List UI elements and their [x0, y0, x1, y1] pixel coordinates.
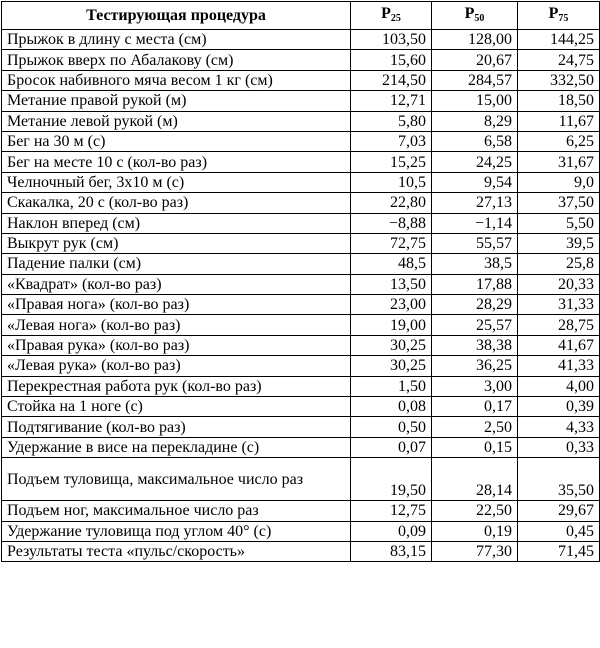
p75-cell: 4,00 [518, 376, 600, 396]
p25-cell: 19,50 [351, 458, 432, 501]
p75-cell: 6,25 [518, 131, 600, 151]
p50-cell: 77,30 [432, 541, 518, 561]
p50-cell: 28,14 [432, 458, 518, 501]
p75-cell: 41,33 [518, 356, 600, 376]
table-row [2, 213, 600, 233]
p75-cell: 28,75 [518, 315, 600, 335]
p50-cell: 17,88 [432, 274, 518, 294]
p25-cell: 1,50 [351, 376, 432, 396]
p75-cell: 71,45 [518, 541, 600, 561]
table-row [2, 70, 600, 90]
p50-cell: 36,25 [432, 356, 518, 376]
p25-cell: 12,71 [351, 91, 432, 111]
p25-cell: 30,25 [351, 335, 432, 355]
p75-cell: 25,8 [518, 254, 600, 274]
p50-cell: 22,50 [432, 501, 518, 521]
p75-cell: 31,33 [518, 295, 600, 315]
header-procedure: Тестирующая процедура [2, 2, 351, 30]
procedure-cell: Скакалка, 20 с (кол-во раз) [2, 193, 351, 213]
procedure-cell: Челночный бег, 3x10 м (с) [2, 172, 351, 192]
procedure-cell: «Левая нога» (кол-во раз) [2, 315, 351, 335]
table-row [2, 541, 600, 561]
procedure-cell: Падение палки (см) [2, 254, 351, 274]
procedure-cell: Результаты теста «пульс/скорость» [2, 541, 351, 561]
table-row [2, 30, 600, 50]
table-row [2, 356, 600, 376]
p75-cell: 144,25 [518, 30, 600, 50]
procedure-cell: Наклон вперед (см) [2, 213, 351, 233]
procedure-cell: Бросок набивного мяча весом 1 кг (см) [2, 70, 351, 90]
p50-cell: 9,54 [432, 172, 518, 192]
table-row [2, 254, 600, 274]
table-row [2, 274, 600, 294]
table-row [2, 417, 600, 437]
table-row [2, 501, 600, 521]
p25-cell: 12,75 [351, 501, 432, 521]
p25-cell: 23,00 [351, 295, 432, 315]
p25-cell: 7,03 [351, 131, 432, 151]
table-row [2, 437, 600, 457]
p75-cell: 37,50 [518, 193, 600, 213]
table-row [2, 111, 600, 131]
p75-cell: 18,50 [518, 91, 600, 111]
p50-cell: 8,29 [432, 111, 518, 131]
procedure-cell: Стойка на 1 ноге (с) [2, 397, 351, 417]
header-p75: $P_{75}$ [518, 2, 600, 30]
p75-cell: 4,33 [518, 417, 600, 437]
p50-cell: 2,50 [432, 417, 518, 437]
p75-cell: 9,0 [518, 172, 600, 192]
table-row [2, 376, 600, 396]
table-row [2, 335, 600, 355]
p25-cell: 48,5 [351, 254, 432, 274]
p25-cell: 15,25 [351, 152, 432, 172]
procedure-cell: Подъем ног, максимальное число раз [2, 501, 351, 521]
table-row [2, 295, 600, 315]
header-row [2, 2, 600, 30]
p50-cell: 25,57 [432, 315, 518, 335]
p75-cell: 29,67 [518, 501, 600, 521]
p25-cell: 0,09 [351, 521, 432, 541]
p25-cell: 10,5 [351, 172, 432, 192]
p50-cell: 3,00 [432, 376, 518, 396]
procedure-cell: Удержание в висе на перекладине (с) [2, 437, 351, 457]
p50-cell: 15,00 [432, 91, 518, 111]
p50-cell: 284,57 [432, 70, 518, 90]
p50-cell: 0,19 [432, 521, 518, 541]
p50-cell: 38,38 [432, 335, 518, 355]
p75-cell: 332,50 [518, 70, 600, 90]
p25-cell: 72,75 [351, 233, 432, 253]
table-row [2, 521, 600, 541]
p50-cell: 128,00 [432, 30, 518, 50]
procedure-cell: Прыжок вверх по Абалакову (см) [2, 50, 351, 70]
table-row [2, 131, 600, 151]
p25-cell: 30,25 [351, 356, 432, 376]
procedure-cell: «Правая рука» (кол-во раз) [2, 335, 351, 355]
p50-cell: 24,25 [432, 152, 518, 172]
procedure-cell: Бег на месте 10 с (кол-во раз) [2, 152, 351, 172]
procedure-cell: Бег на 30 м (с) [2, 131, 351, 151]
p75-cell: 0,33 [518, 437, 600, 457]
p75-cell: 31,67 [518, 152, 600, 172]
p25-cell: 214,50 [351, 70, 432, 90]
procedure-cell: «Правая нога» (кол-во раз) [2, 295, 351, 315]
table-row [2, 315, 600, 335]
table-row [2, 397, 600, 417]
p50-cell: 38,5 [432, 254, 518, 274]
p50-cell: 20,67 [432, 50, 518, 70]
procedure-cell: Перекрестная работа рук (кол-во раз) [2, 376, 351, 396]
procedure-cell: Подтягивание (кол-во раз) [2, 417, 351, 437]
p75-cell: 41,67 [518, 335, 600, 355]
p50-cell: 28,29 [432, 295, 518, 315]
p50-cell: 0,17 [432, 397, 518, 417]
p25-cell: 103,50 [351, 30, 432, 50]
header-p50: $P_{50}$ [432, 2, 518, 30]
table-row [2, 172, 600, 192]
table-row [2, 193, 600, 213]
p25-cell: 13,50 [351, 274, 432, 294]
procedure-cell: «Левая рука» (кол-во раз) [2, 356, 351, 376]
p25-cell: 0,50 [351, 417, 432, 437]
p25-cell: 83,15 [351, 541, 432, 561]
p25-cell: 0,07 [351, 437, 432, 457]
p75-cell: 0,39 [518, 397, 600, 417]
percentile-table [1, 1, 600, 562]
p75-cell: 39,5 [518, 233, 600, 253]
table-row [2, 91, 600, 111]
procedure-cell: «Квадрат» (кол-во раз) [2, 274, 351, 294]
p50-cell: −1,14 [432, 213, 518, 233]
p50-cell: 27,13 [432, 193, 518, 213]
procedure-cell: Выкрут рук (см) [2, 233, 351, 253]
p75-cell: 35,50 [518, 458, 600, 501]
p50-cell: 6,58 [432, 131, 518, 151]
p75-cell: 24,75 [518, 50, 600, 70]
procedure-cell: Прыжок в длину с места (см) [2, 30, 351, 50]
procedure-cell: Метание правой рукой (м) [2, 91, 351, 111]
table-row [2, 458, 600, 501]
p25-cell: 19,00 [351, 315, 432, 335]
p75-cell: 11,67 [518, 111, 600, 131]
p75-cell: 0,45 [518, 521, 600, 541]
table-row [2, 50, 600, 70]
p25-cell: 22,80 [351, 193, 432, 213]
header-p25: $P_{25}$ [351, 2, 432, 30]
p25-cell: 0,08 [351, 397, 432, 417]
p25-cell: 5,80 [351, 111, 432, 131]
p25-cell: 15,60 [351, 50, 432, 70]
procedure-cell: Удержание туловища под углом 40° (с) [2, 521, 351, 541]
procedure-cell: Метание левой рукой (м) [2, 111, 351, 131]
p50-cell: 55,57 [432, 233, 518, 253]
p75-cell: 20,33 [518, 274, 600, 294]
table-row [2, 152, 600, 172]
p75-cell: 5,50 [518, 213, 600, 233]
p50-cell: 0,15 [432, 437, 518, 457]
p25-cell: −8,88 [351, 213, 432, 233]
procedure-cell: Подъем туловища, максимальное число раз [2, 458, 351, 501]
table-row [2, 233, 600, 253]
